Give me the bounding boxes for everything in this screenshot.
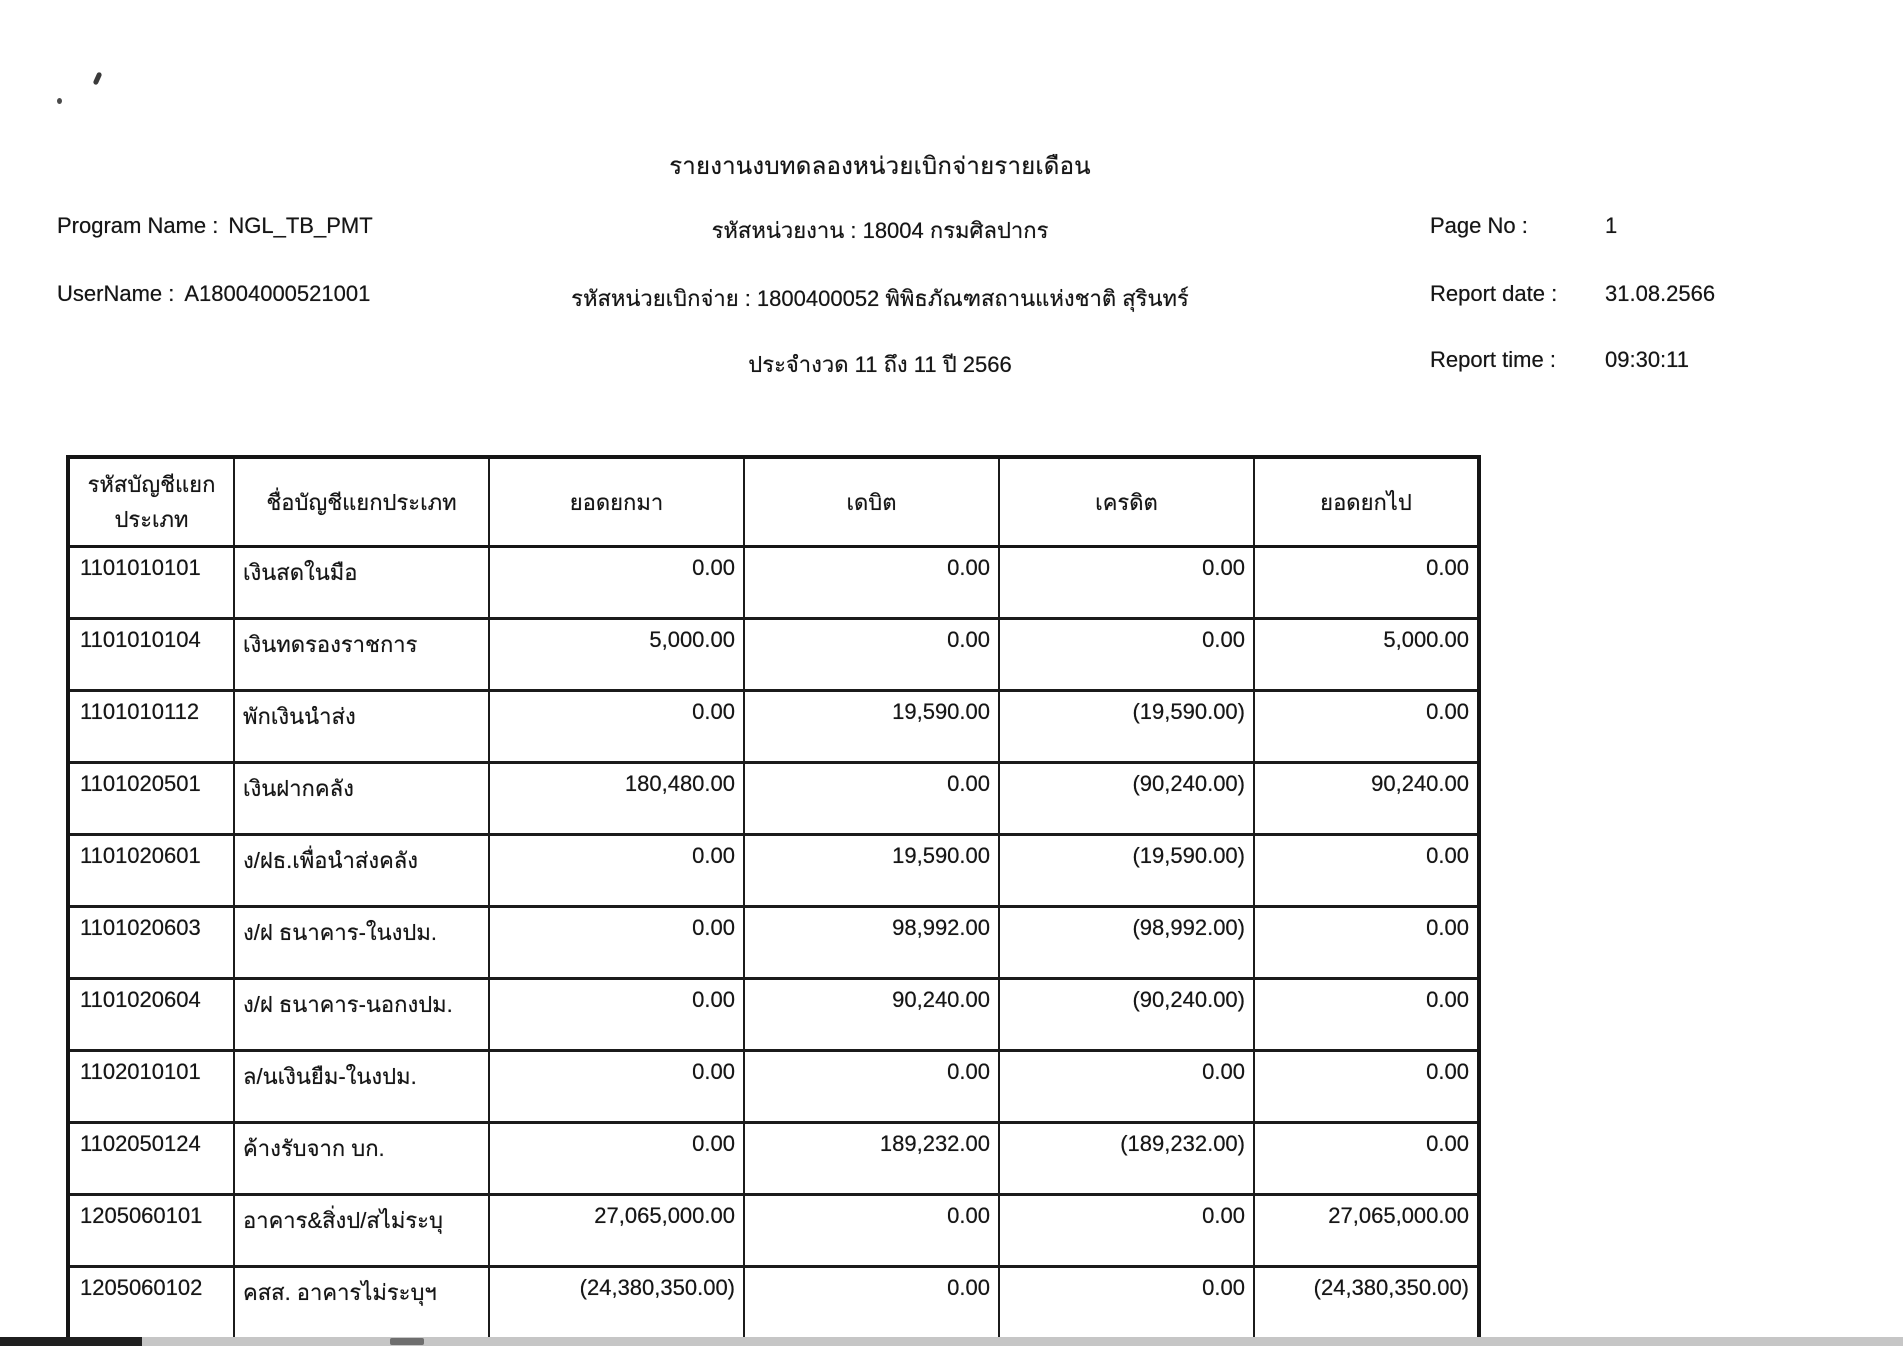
disbursement-unit-line: รหัสหน่วยเบิกจ่าย : 1800400052 พิพิธภัณฑสถานแห่งชาติ สุรินทร์ xyxy=(571,286,1189,311)
debit-cell: 0.00 xyxy=(744,1051,999,1123)
period-line: ประจำงวด 11 ถึง 11 ปี 2566 xyxy=(748,352,1012,377)
account-code-cell: 1101010104 xyxy=(68,619,234,691)
report-time-value: 09:30:11 xyxy=(1605,347,1690,372)
account-name-cell: คสส. อาคารไม่ระบุฯ xyxy=(234,1267,489,1340)
account-name-cell: เงินสดในมือ xyxy=(234,547,489,619)
account-name-cell: เงินฝากคลัง xyxy=(234,763,489,835)
opening-balance-cell: 0.00 xyxy=(489,1123,744,1195)
report-time-label: Report time : xyxy=(1430,347,1556,372)
credit-cell: (90,240.00) xyxy=(999,979,1254,1051)
username-value: A18004000521001 xyxy=(184,281,371,306)
table-row xyxy=(68,1123,1479,1195)
account-name-cell: พักเงินนำส่ง xyxy=(234,691,489,763)
credit-cell: (19,590.00) xyxy=(999,691,1254,763)
table-row xyxy=(68,763,1479,835)
table-row xyxy=(68,691,1479,763)
opening-balance-cell: 0.00 xyxy=(489,979,744,1051)
account-name-cell: ง/ฝธ.เพื่อนำส่งคลัง xyxy=(234,835,489,907)
opening-balance-cell: 5,000.00 xyxy=(489,619,744,691)
report-date-label: Report date : xyxy=(1430,281,1558,306)
closing-balance-cell: 27,065,000.00 xyxy=(1254,1195,1479,1267)
account-name-cell: ง/ฝ ธนาคาร-นอกงปม. xyxy=(234,979,489,1051)
credit-cell: (98,992.00) xyxy=(999,907,1254,979)
closing-balance-cell: 0.00 xyxy=(1254,691,1479,763)
account-name-cell: อาคาร&สิ่งป/สไม่ระบุ xyxy=(234,1195,489,1267)
column-header-3: เดบิต xyxy=(744,457,999,547)
opening-balance-cell: 0.00 xyxy=(489,1051,744,1123)
table-body xyxy=(68,547,1479,1340)
scan-bottom-edge-artifact xyxy=(0,1337,1903,1346)
debit-cell: 19,590.00 xyxy=(744,835,999,907)
scan-bottom-dark-segment xyxy=(0,1337,142,1346)
agency-line: รหัสหน่วยงาน : 18004 กรมศิลปากร xyxy=(711,218,1049,243)
username-line xyxy=(57,281,370,307)
account-name-cell: ล/นเงินยืม-ในงปม. xyxy=(234,1051,489,1123)
debit-cell: 0.00 xyxy=(744,547,999,619)
table-row xyxy=(68,619,1479,691)
closing-balance-cell: 0.00 xyxy=(1254,547,1479,619)
table-row xyxy=(68,547,1479,619)
debit-cell: 90,240.00 xyxy=(744,979,999,1051)
page-no-label: Page No : xyxy=(1430,213,1528,238)
table-row xyxy=(68,1051,1479,1123)
closing-balance-cell: 0.00 xyxy=(1254,835,1479,907)
program-name-value: NGL_TB_PMT xyxy=(228,213,373,238)
debit-cell: 189,232.00 xyxy=(744,1123,999,1195)
opening-balance-cell: 27,065,000.00 xyxy=(489,1195,744,1267)
account-name-cell: ค้างรับจาก บก. xyxy=(234,1123,489,1195)
table-header-row xyxy=(68,457,1479,547)
report-date-value: 31.08.2566 xyxy=(1605,281,1716,306)
username-label: UserName : xyxy=(57,281,175,306)
credit-cell: 0.00 xyxy=(999,547,1254,619)
column-header-0: รหัสบัญชีแยกประเภท xyxy=(68,457,234,547)
account-code-cell: 1101020604 xyxy=(68,979,234,1051)
credit-cell: 0.00 xyxy=(999,1267,1254,1340)
table-row xyxy=(68,1267,1479,1340)
account-code-cell: 1101010101 xyxy=(68,547,234,619)
opening-balance-cell: 180,480.00 xyxy=(489,763,744,835)
report-header xyxy=(0,0,1903,455)
credit-cell: 0.00 xyxy=(999,1051,1254,1123)
table-row xyxy=(68,907,1479,979)
debit-cell: 0.00 xyxy=(744,1267,999,1340)
debit-cell: 0.00 xyxy=(744,1195,999,1267)
opening-balance-cell: 0.00 xyxy=(489,907,744,979)
account-code-cell: 1101010112 xyxy=(68,691,234,763)
program-name-line xyxy=(57,213,373,239)
program-name-label: Program Name : xyxy=(57,213,219,238)
account-name-cell: ง/ฝ ธนาคาร-ในงปม. xyxy=(234,907,489,979)
account-code-cell: 1205060101 xyxy=(68,1195,234,1267)
column-header-5: ยอดยกไป xyxy=(1254,457,1479,547)
closing-balance-cell: 0.00 xyxy=(1254,1123,1479,1195)
opening-balance-cell: 0.00 xyxy=(489,547,744,619)
opening-balance-cell: (24,380,350.00) xyxy=(489,1267,744,1340)
credit-cell: 0.00 xyxy=(999,1195,1254,1267)
column-header-2: ยอดยกมา xyxy=(489,457,744,547)
credit-cell: (189,232.00) xyxy=(999,1123,1254,1195)
opening-balance-cell: 0.00 xyxy=(489,835,744,907)
page-no-value: 1 xyxy=(1605,213,1618,238)
account-code-cell: 1102010101 xyxy=(68,1051,234,1123)
table-row xyxy=(68,835,1479,907)
account-name-cell: เงินทดรองราชการ xyxy=(234,619,489,691)
debit-cell: 0.00 xyxy=(744,763,999,835)
column-header-1: ชื่อบัญชีแยกประเภท xyxy=(234,457,489,547)
credit-cell: 0.00 xyxy=(999,619,1254,691)
closing-balance-cell: 90,240.00 xyxy=(1254,763,1479,835)
account-code-cell: 1101020603 xyxy=(68,907,234,979)
account-code-cell: 1205060102 xyxy=(68,1267,234,1340)
closing-balance-cell: 0.00 xyxy=(1254,907,1479,979)
opening-balance-cell: 0.00 xyxy=(489,691,744,763)
credit-cell: (90,240.00) xyxy=(999,763,1254,835)
debit-cell: 98,992.00 xyxy=(744,907,999,979)
account-code-cell: 1102050124 xyxy=(68,1123,234,1195)
table-row xyxy=(68,979,1479,1051)
account-code-cell: 1101020501 xyxy=(68,763,234,835)
scan-bottom-smudge xyxy=(390,1338,424,1345)
closing-balance-cell: 0.00 xyxy=(1254,1051,1479,1123)
column-header-4: เครดิต xyxy=(999,457,1254,547)
report-table xyxy=(66,455,1481,1341)
table-row xyxy=(68,1195,1479,1267)
credit-cell: (19,590.00) xyxy=(999,835,1254,907)
closing-balance-cell: 0.00 xyxy=(1254,979,1479,1051)
closing-balance-cell: (24,380,350.00) xyxy=(1254,1267,1479,1340)
account-code-cell: 1101020601 xyxy=(68,835,234,907)
debit-cell: 19,590.00 xyxy=(744,691,999,763)
report-title: รายงานงบทดลองหน่วยเบิกจ่ายรายเดือน xyxy=(669,153,1091,180)
debit-cell: 0.00 xyxy=(744,619,999,691)
closing-balance-cell: 5,000.00 xyxy=(1254,619,1479,691)
